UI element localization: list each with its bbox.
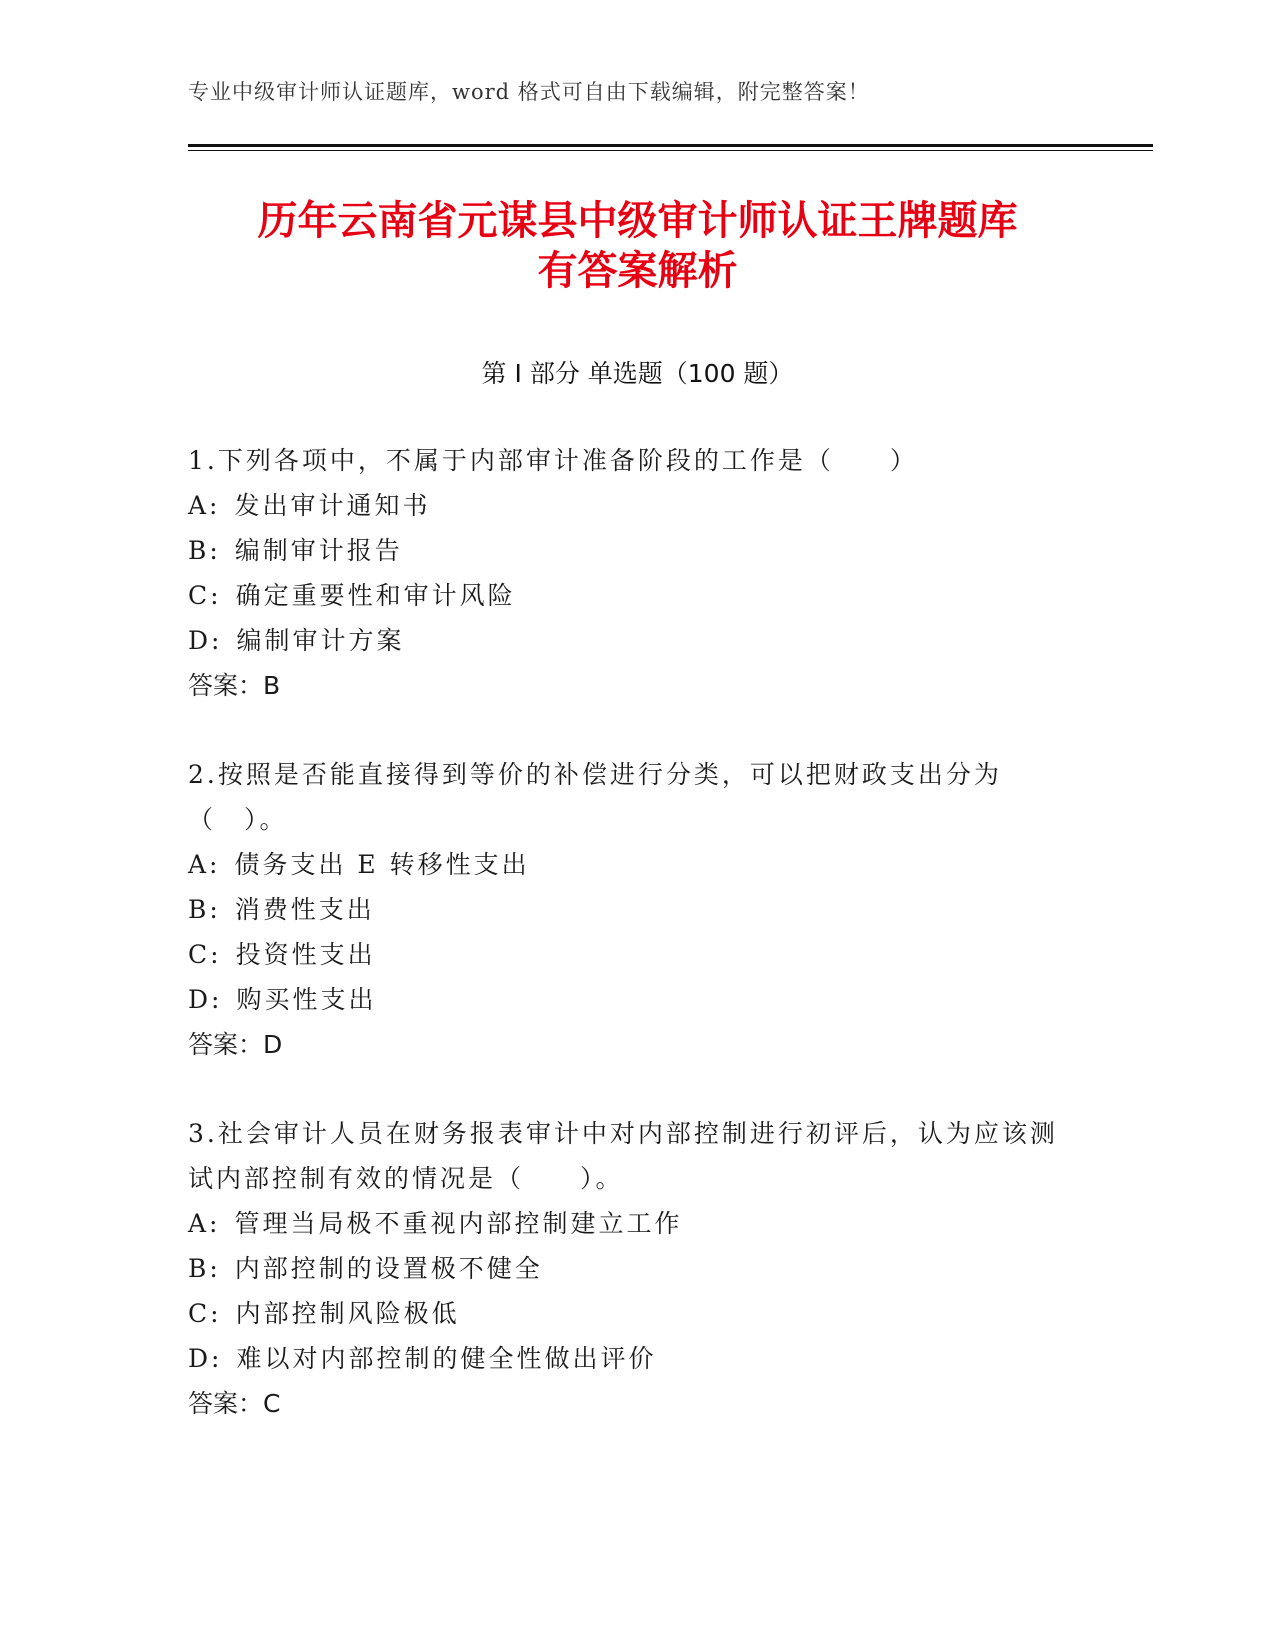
- header-note: 专业中级审计师认证题库，word 格式可自由下载编辑，附完整答案！: [188, 80, 870, 104]
- option-b: [188, 1246, 1068, 1291]
- document-title-line-1: 历年云南省元谋县中级审计师认证王牌题库: [257, 198, 1018, 244]
- option-d: [188, 1336, 1068, 1381]
- option-b: [188, 887, 1068, 932]
- option-key: A:: [188, 491, 221, 520]
- question-3: [188, 1111, 1068, 1426]
- section-heading: 第 I 部分 单选题（100 题）: [481, 359, 794, 388]
- option-key: B:: [188, 895, 221, 924]
- option-text: 购买性支出: [236, 985, 377, 1014]
- answer-line: 答案：C: [188, 1389, 281, 1418]
- option-text: 内部控制的设置极不健全: [234, 1254, 543, 1283]
- question-stem: 3.社会审计人员在财务报表审计中对内部控制进行初评后，认为应该测试内部控制有效的情况是（ ）。: [188, 1119, 1058, 1193]
- option-key: B:: [188, 1254, 221, 1283]
- question-2: [188, 752, 1068, 1067]
- option-c: [188, 1291, 1068, 1336]
- option-key: A:: [188, 1209, 221, 1238]
- option-text: 发出审计通知书: [234, 491, 431, 520]
- answer-line: 答案：B: [188, 671, 281, 700]
- option-d: [188, 977, 1068, 1022]
- header-divider: [188, 144, 1153, 147]
- document-title-line-2: 有答案解析: [537, 248, 738, 294]
- option-a: [188, 1201, 1068, 1246]
- option-text: 投资性支出: [235, 940, 376, 969]
- option-text: 消费性支出: [234, 895, 375, 924]
- option-a: [188, 483, 1068, 528]
- option-key: B:: [188, 536, 221, 565]
- option-key: C:: [188, 940, 222, 969]
- option-key: D:: [188, 1344, 223, 1373]
- option-text: 确定重要性和审计风险: [235, 581, 516, 610]
- option-d: [188, 618, 1068, 663]
- option-a: [188, 842, 1068, 887]
- option-key: D:: [188, 985, 223, 1014]
- header-divider-thin: [188, 150, 1153, 151]
- question-list: [188, 438, 1068, 1470]
- document-title: [0, 196, 1275, 296]
- option-text: 管理当局极不重视内部控制建立工作: [234, 1209, 683, 1238]
- option-text: 编制审计报告: [234, 536, 403, 565]
- option-c: [188, 573, 1068, 618]
- option-text: 编制审计方案: [236, 626, 405, 655]
- option-key: A:: [188, 850, 221, 879]
- option-text: 内部控制风险极低: [235, 1299, 460, 1328]
- option-key: C:: [188, 1299, 222, 1328]
- answer-line: 答案：D: [188, 1030, 283, 1059]
- option-c: [188, 932, 1068, 977]
- question-stem: 2.按照是否能直接得到等价的补偿进行分类，可以把财政支出分为（ ）。: [188, 760, 1002, 834]
- option-text: 债务支出 E 转移性支出: [234, 850, 530, 879]
- option-text: 难以对内部控制的健全性做出评价: [236, 1344, 657, 1373]
- question-stem: 1.下列各项中，不属于内部审计准备阶段的工作是（ ）: [188, 446, 918, 475]
- option-key: C:: [188, 581, 222, 610]
- option-key: D:: [188, 626, 223, 655]
- option-b: [188, 528, 1068, 573]
- question-1: [188, 438, 1068, 708]
